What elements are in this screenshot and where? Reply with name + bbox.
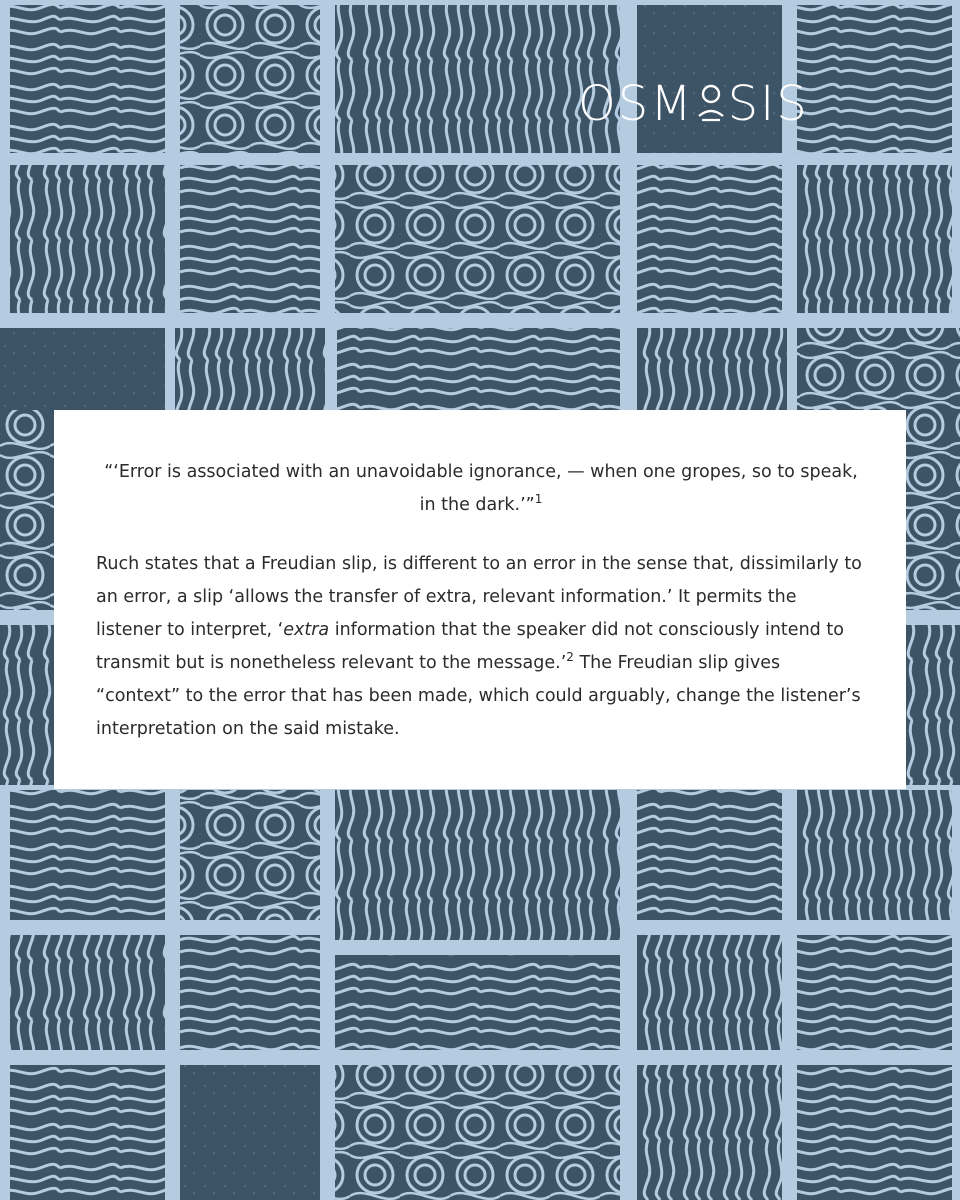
- quote-text: “‘Error is associated with an unavoidable ignorance, — when one gropes, so to speak, in the dark.’”: [104, 462, 858, 515]
- paragraph-italic-word: extra: [283, 620, 330, 640]
- logo-text-right: SIS: [727, 76, 809, 132]
- body-paragraph: [96, 548, 866, 746]
- paragraph-part-1: Ruch states that a Freudian slip, is different to an error in the sense that, dissimilarly to an error, a slip ‘allows the transfer of extra, relevant information.’ It permits the listener to interpret, ‘: [96, 554, 862, 640]
- logo-o-figure-icon: [696, 80, 726, 124]
- text-card: [54, 410, 906, 789]
- paragraph-part-3: The Freudian slip gives “context” to the error that has been made, which could arguably, change the listener’s interpretation on the said mistake.: [96, 653, 861, 739]
- osmosis-logo: [578, 76, 828, 132]
- paragraph-part-2: information that the speaker did not consciously intend to transmit but is nonetheless relevant to the message.’: [96, 620, 844, 673]
- quote-block: [96, 456, 866, 522]
- footnote-ref-1: 1: [534, 492, 543, 506]
- logo-text-left: OSM: [578, 76, 694, 132]
- footnote-ref-2: 2: [566, 650, 574, 664]
